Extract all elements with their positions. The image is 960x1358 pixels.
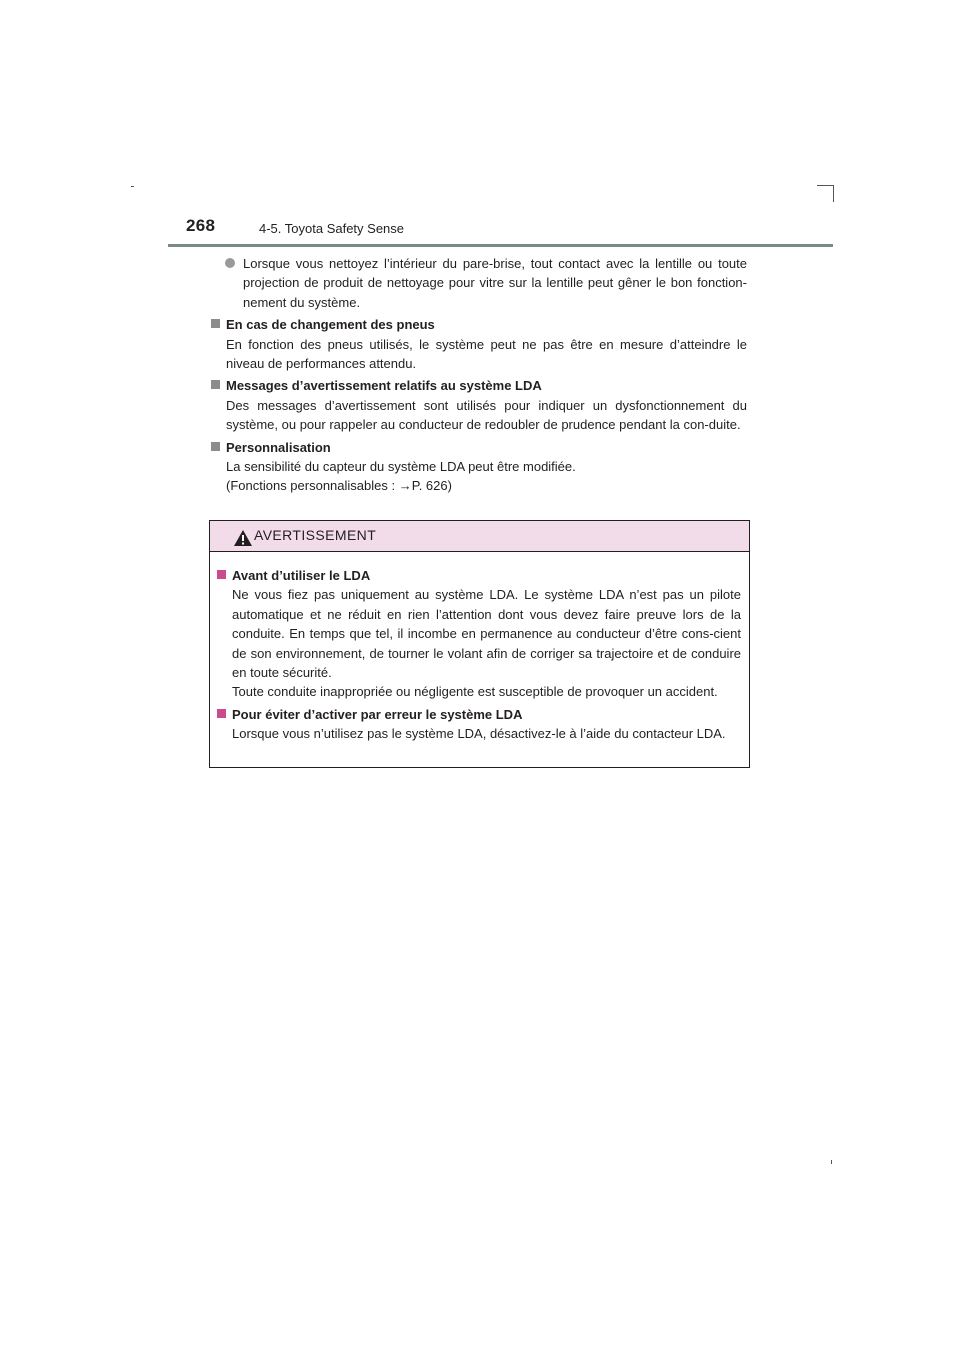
- warning-body: [210, 552, 749, 744]
- section-heading: Personnalisation: [209, 438, 750, 457]
- warning-section-heading: Pour éviter d’activer par erreur le système LDA: [215, 705, 741, 724]
- bullet-text: Lorsque vous nettoyez l’intérieur du pare-brise, tout contact avec la lentille ou toute projection de produit de nettoyage pour vitre sur la lentille peut gêner le bon fonction-nement du système.: [243, 256, 747, 310]
- square-bullet-icon: [211, 319, 220, 328]
- square-bullet-icon: [217, 570, 226, 579]
- section-heading: En cas de changement des pneus: [209, 315, 750, 334]
- page-number: 268: [186, 216, 216, 235]
- crop-mark-top-left: [131, 186, 134, 187]
- warning-header: [210, 521, 749, 552]
- crop-mark-bottom-right: [831, 1160, 832, 1164]
- bullet-item: [209, 254, 750, 312]
- square-bullet-icon: [211, 442, 220, 451]
- header-rule: [168, 244, 833, 247]
- section-heading: Messages d’avertissement relatifs au système LDA: [209, 376, 750, 395]
- section-title: 4-5. Toyota Safety Sense: [259, 221, 405, 236]
- warning-section-text: Lorsque vous n’utilisez pas le système LDA, désactivez-le à l’aide du contacteur LDA.: [232, 726, 726, 742]
- square-bullet-icon: [217, 709, 226, 718]
- section-text: Des messages d’avertissement sont utilisés pour indiquer un dysfonctionnement du système, ou pour rappeler au conducteur de redoubler de prudence pendant la con-duite.: [226, 397, 747, 433]
- warning-section-text: Toute conduite inappropriée ou négligente est susceptible de provoquer un accident.: [232, 684, 718, 700]
- bullet-dot-icon: [225, 258, 235, 268]
- warning-section-text: Ne vous fiez pas uniquement au système LDA. Le système LDA n’est pas un pilote automatique et ne réduit en rien l’attention dont vous devez faire preuve lors de la conduite. En temps que tel, il incombe en permanence au conducteur d’être cons-cient de son environnement, de tourner le volant afin de corriger sa trajectoire et de conduire en toute sécurité.: [232, 587, 741, 681]
- section-text: La sensibilité du capteur du système LDA peut être modifiée.: [226, 459, 576, 475]
- warning-box: [209, 520, 750, 768]
- crop-mark-top-right-v: [833, 185, 834, 202]
- warning-section-heading: Avant d’utiliser le LDA: [215, 566, 741, 585]
- warning-triangle-icon: [233, 529, 253, 547]
- main-content: [209, 254, 750, 496]
- section-text-reference: (Fonctions personnalisables : →P. 626): [226, 478, 452, 494]
- square-bullet-icon: [211, 380, 220, 389]
- warning-title: AVERTISSEMENT: [254, 527, 377, 543]
- section-text: En fonction des pneus utilisés, le système peut ne pas être en mesure d’atteindre le niveau de performances attendu.: [226, 336, 747, 372]
- crop-mark-top-right-h: [817, 185, 834, 186]
